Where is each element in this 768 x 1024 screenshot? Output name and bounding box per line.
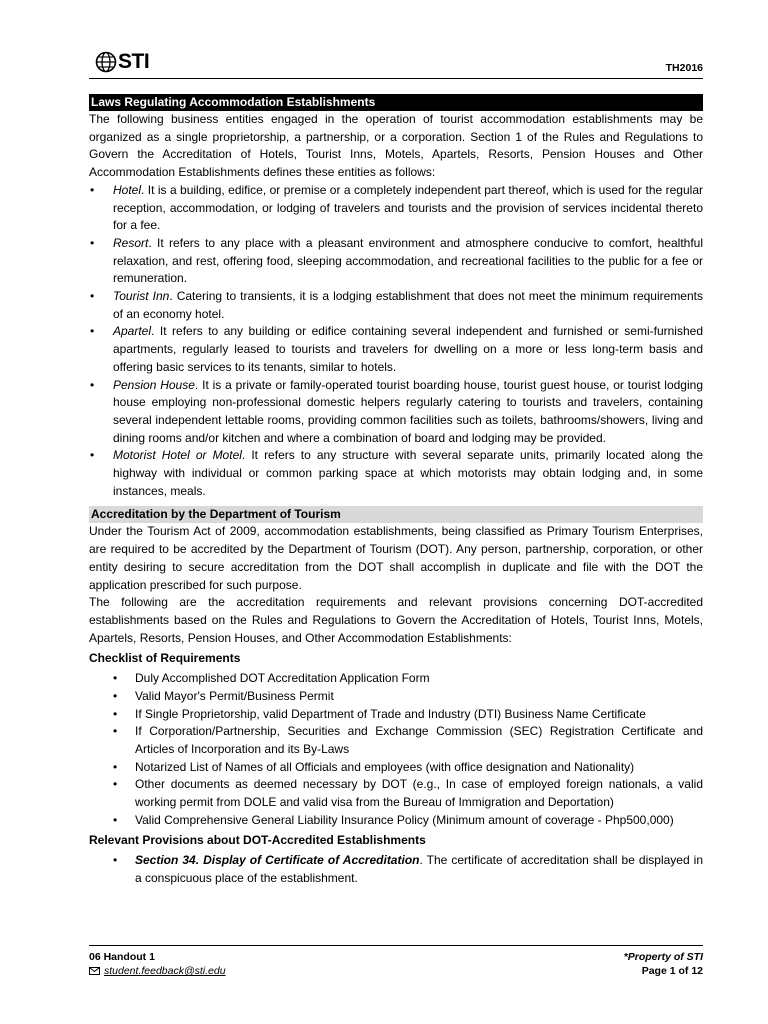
handout-label: 06 Handout 1 bbox=[89, 951, 155, 963]
list-item: • Duly Accomplished DOT Accreditation Application Form bbox=[89, 670, 703, 688]
list-item: • Other documents as deemed necessary by DOT (e.g., In case of employed foreign nationals, a valid working permit from DOLE and valid visa from the Bureau of Immigration and Deportation) bbox=[89, 776, 703, 811]
intro-paragraph: The following business entities engaged in the operation of tourist accommodation establishments may be organized as a single proprietorship, a partnership, or a corporation. Section 1 of the Rules and Regulations to Govern the Accreditation of Hotels, Tourist Inns, Motels, Apartels, Resorts, Pension Houses and Other Accommodation Establishments defines these entities as follows: bbox=[89, 112, 703, 180]
provisions-heading: Relevant Provisions about DOT-Accredited Establishments bbox=[89, 833, 426, 848]
entity-definition: . Catering to transients, it is a lodging establishment that does not meet the minimum requirements of an economy hotel. bbox=[113, 289, 703, 321]
footer-right bbox=[624, 950, 703, 978]
list-item bbox=[89, 288, 703, 323]
entity-list bbox=[89, 182, 703, 501]
document-code: TH2016 bbox=[665, 62, 703, 74]
list-item bbox=[89, 447, 703, 500]
header-divider bbox=[89, 78, 703, 79]
requirements-checklist bbox=[89, 670, 703, 829]
entity-term: Pension House bbox=[113, 377, 195, 392]
section-title-accreditation: Accreditation by the Department of Tourism bbox=[89, 506, 703, 523]
entity-definition: . It is a private or family-operated tourist boarding house, tourist guest house, or tourist lodging house employing non-professional domestic helpers regularly catering to tourists and travelers, containing several independent lettable rooms, providing common facilities such as toilets, bathrooms/showers, living and dining rooms and/or kitchen and where a combination of board and lodging may be provided. bbox=[113, 377, 703, 445]
provision-text: . The certificate of accreditation shall be displayed in a conspicuous place of the establishment. bbox=[135, 853, 703, 885]
list-item bbox=[89, 182, 703, 235]
section-title-laws: Laws Regulating Accommodation Establishments bbox=[89, 94, 703, 111]
entity-term: Resort bbox=[113, 235, 149, 250]
entity-term: Motorist Hotel or Motel bbox=[113, 448, 242, 463]
list-item: • If Single Proprietorship, valid Department of Trade and Industry (DTI) Business Name Certificate bbox=[89, 706, 703, 724]
entity-term: Hotel bbox=[113, 182, 142, 197]
footer-left bbox=[89, 950, 226, 978]
list-item: • Valid Mayor's Permit/Business Permit bbox=[89, 688, 703, 706]
feedback-email-link[interactable]: student.feedback@sti.edu bbox=[104, 965, 226, 977]
email-row bbox=[89, 964, 226, 978]
list-item bbox=[89, 235, 703, 288]
page-number: Page 1 of 12 bbox=[641, 965, 703, 977]
list-item bbox=[89, 377, 703, 448]
checklist-heading: Checklist of Requirements bbox=[89, 651, 241, 666]
document-body bbox=[89, 94, 703, 888]
accreditation-paragraph: Under the Tourism Act of 2009, accommodation establishments, being classified as Primary Tourism Enterprises, are required to be accredited by the Department of Tourism (DOT). Any person, partnership, corporation, or other entity desiring to secure accreditation from the DOT shall accomplish in duplicate and file with the DOT the application prescribed for such purpose. bbox=[89, 524, 703, 592]
list-item bbox=[89, 323, 703, 376]
provisions-list bbox=[89, 852, 703, 887]
entity-definition: . It refers to any structure with several separate units, primarily located along the highway with individual or common parking space at which motorists may obtain lodging and, in some instances, meals. bbox=[113, 448, 704, 498]
entity-definition: . It is a building, edifice, or premise or a completely independent part thereof, which is used for the regular reception, accommodation, or lodging of travelers and tourists and the provision of services incidental thereto for a fee. bbox=[113, 182, 703, 233]
property-notice: *Property of STI bbox=[623, 951, 703, 963]
list-item: • If Corporation/Partnership, Securities and Exchange Commission (SEC) Registration Certificate and Articles of Incorporation and its By-Laws bbox=[89, 723, 703, 758]
provision-term: Section 34. Display of Certificate of Accreditation bbox=[135, 853, 420, 868]
list-item bbox=[89, 852, 703, 887]
list-item: • Notarized List of Names of all Officials and employees (with office designation and Nationality) bbox=[89, 759, 703, 777]
envelope-icon bbox=[89, 967, 100, 975]
entity-term: Tourist Inn bbox=[113, 289, 170, 304]
globe-icon bbox=[95, 51, 117, 73]
requirements-intro-paragraph: The following are the accreditation requirements and relevant provisions concerning DOT-accredited establishments based on the Rules and Regulations to Govern the Accreditation of Hotels, Tourist Inns, Motels, Apartels, Resorts, Pension Houses, and Other Accommodation Establishments: bbox=[89, 595, 703, 645]
logo-text: STI bbox=[118, 50, 150, 73]
entity-definition: . It refers to any place with a pleasant environment and atmosphere conducive to comfort, healthful relaxation, and rest, offering food, sleeping accommodation, and recreational facilities to the public for a fee or remuneration. bbox=[113, 235, 703, 286]
footer-divider bbox=[89, 945, 703, 946]
list-item: • Valid Comprehensive General Liability Insurance Policy (Minimum amount of coverage - Php500,000) bbox=[89, 812, 703, 830]
sti-logo bbox=[95, 48, 149, 76]
entity-term: Apartel bbox=[113, 324, 152, 339]
entity-definition: . It refers to any building or edifice containing several independent and furnished or semi-furnished apartments, regularly leased to tourists and travelers for dwelling on a more or less long-term basis and offering basic services to its tenants, similar to hotels. bbox=[113, 324, 703, 374]
